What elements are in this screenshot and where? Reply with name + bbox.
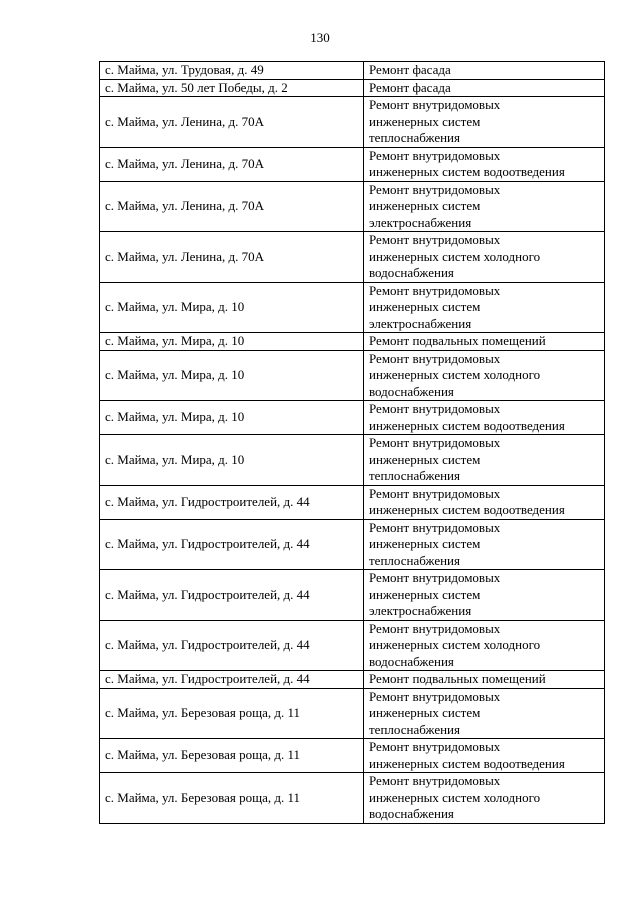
address-cell: с. Майма, ул. Гидростроителей, д. 44 — [100, 671, 364, 689]
table-row — [100, 232, 605, 283]
work-type-line: Ремонт внутридомовых — [369, 282, 501, 298]
work-type-line: Ремонт внутридомовых — [369, 688, 501, 704]
work-type-line: Ремонт внутридомовых — [369, 147, 501, 163]
work-type-line: электроснабжения — [369, 603, 472, 618]
work-type-cell — [364, 79, 605, 97]
address-cell: с. Майма, ул. Гидростроителей, д. 44 — [100, 519, 364, 570]
work-type-line: Ремонт внутридомовых — [369, 519, 501, 535]
work-type-line: инженерных систем водоотведения — [369, 755, 565, 771]
work-type-cell — [364, 688, 605, 739]
table-row — [100, 570, 605, 621]
work-type-line: Ремонт внутридомовых — [369, 181, 501, 197]
table-row — [100, 485, 605, 519]
table-row — [100, 773, 605, 824]
work-type-line: водоснабжения — [369, 806, 454, 821]
table-row — [100, 282, 605, 333]
table-row — [100, 62, 605, 80]
work-type-cell — [364, 232, 605, 283]
work-type-line: Ремонт внутридомовых — [369, 570, 501, 585]
work-type-line: инженерных систем — [369, 451, 481, 467]
work-type-cell — [364, 147, 605, 181]
work-type-line: Ремонт подвальных помещений — [369, 333, 546, 348]
work-type-line: инженерных систем водоотведения — [369, 502, 565, 517]
work-type-cell — [364, 671, 605, 689]
work-type-line: инженерных систем — [369, 536, 481, 551]
work-type-line: инженерных систем водоотведения — [369, 417, 565, 433]
work-type-line: инженерных систем — [369, 586, 481, 602]
table-row — [100, 671, 605, 689]
table-row — [100, 519, 605, 570]
work-type-line: теплоснабжения — [369, 468, 460, 483]
table-row — [100, 620, 605, 671]
work-type-cell — [364, 97, 605, 148]
address-cell: с. Майма, ул. Ленина, д. 70А — [100, 97, 364, 148]
work-type-cell — [364, 401, 605, 435]
work-type-line: Ремонт фасада — [369, 62, 451, 77]
work-type-line: Ремонт внутридомовых — [369, 97, 501, 112]
address-cell: с. Майма, ул. Мира, д. 10 — [100, 401, 364, 435]
work-type-cell — [364, 519, 605, 570]
work-type-line: водоснабжения — [369, 383, 454, 399]
table-body — [100, 62, 605, 824]
work-type-line: инженерных систем холодного — [369, 637, 541, 652]
work-type-line: инженерных систем холодного — [369, 367, 541, 382]
work-type-line: теплоснабжения — [369, 552, 460, 568]
address-cell: с. Майма, ул. Трудовая, д. 49 — [100, 62, 364, 80]
table-row — [100, 435, 605, 486]
work-type-line: инженерных систем — [369, 113, 481, 129]
work-type-cell — [364, 485, 605, 519]
work-type-line: Ремонт внутридомовых — [369, 350, 501, 366]
work-type-line: инженерных систем холодного — [369, 789, 541, 805]
address-cell: с. Майма, ул. Мира, д. 10 — [100, 282, 364, 333]
repair-works-table — [99, 61, 605, 824]
address-cell: с. Майма, ул. Мира, д. 10 — [100, 350, 364, 401]
address-cell: с. Майма, ул. Березовая роща, д. 11 — [100, 688, 364, 739]
address-cell: с. Майма, ул. Ленина, д. 70А — [100, 147, 364, 181]
address-cell: с. Майма, ул. Ленина, д. 70А — [100, 181, 364, 232]
work-type-line: Ремонт внутридомовых — [369, 435, 501, 450]
work-type-line: инженерных систем водоотведения — [369, 164, 565, 179]
table-row — [100, 739, 605, 773]
work-type-line: Ремонт подвальных помещений — [369, 671, 546, 686]
work-type-line: инженерных систем — [369, 198, 481, 213]
address-cell: с. Майма, ул. Мира, д. 10 — [100, 435, 364, 486]
work-type-cell — [364, 181, 605, 232]
work-type-line: Ремонт внутридомовых — [369, 485, 501, 501]
work-type-line: теплоснабжения — [369, 130, 460, 145]
address-cell: с. Майма, ул. 50 лет Победы, д. 2 — [100, 79, 364, 97]
table-row — [100, 401, 605, 435]
work-type-line: инженерных систем — [369, 299, 481, 314]
table-row — [100, 181, 605, 232]
work-type-line: водоснабжения — [369, 653, 454, 669]
work-type-cell — [364, 570, 605, 621]
address-cell: с. Майма, ул. Гидростроителей, д. 44 — [100, 485, 364, 519]
address-cell: с. Майма, ул. Березовая роща, д. 11 — [100, 739, 364, 773]
work-type-cell — [364, 62, 605, 80]
work-type-line: электроснабжения — [369, 315, 472, 331]
work-type-cell — [364, 282, 605, 333]
table-row — [100, 333, 605, 351]
address-cell: с. Майма, ул. Гидростроителей, д. 44 — [100, 570, 364, 621]
work-type-line: Ремонт внутридомовых — [369, 739, 501, 754]
work-type-line: инженерных систем — [369, 705, 481, 720]
table-row — [100, 147, 605, 181]
work-type-cell — [364, 620, 605, 671]
work-type-line: Ремонт внутридомовых — [369, 401, 501, 416]
address-cell: с. Майма, ул. Ленина, д. 70А — [100, 232, 364, 283]
table-row — [100, 79, 605, 97]
address-cell: с. Майма, ул. Березовая роща, д. 11 — [100, 773, 364, 824]
address-cell: с. Майма, ул. Мира, д. 10 — [100, 333, 364, 351]
work-type-cell — [364, 435, 605, 486]
work-type-line: Ремонт внутридомовых — [369, 232, 501, 247]
table-row — [100, 97, 605, 148]
work-type-line: водоснабжения — [369, 265, 454, 280]
work-type-cell — [364, 333, 605, 351]
work-type-cell — [364, 773, 605, 824]
table-row — [100, 688, 605, 739]
work-type-line: инженерных систем холодного — [369, 248, 541, 264]
work-type-line: Ремонт внутридомовых — [369, 773, 501, 788]
page-number: 130 — [310, 30, 330, 45]
table-row — [100, 350, 605, 401]
work-type-line: теплоснабжения — [369, 721, 460, 737]
work-type-line: электроснабжения — [369, 214, 472, 230]
work-type-line: Ремонт фасада — [369, 79, 451, 95]
work-type-line: Ремонт внутридомовых — [369, 620, 501, 636]
work-type-cell — [364, 350, 605, 401]
address-cell: с. Майма, ул. Гидростроителей, д. 44 — [100, 620, 364, 671]
work-type-cell — [364, 739, 605, 773]
